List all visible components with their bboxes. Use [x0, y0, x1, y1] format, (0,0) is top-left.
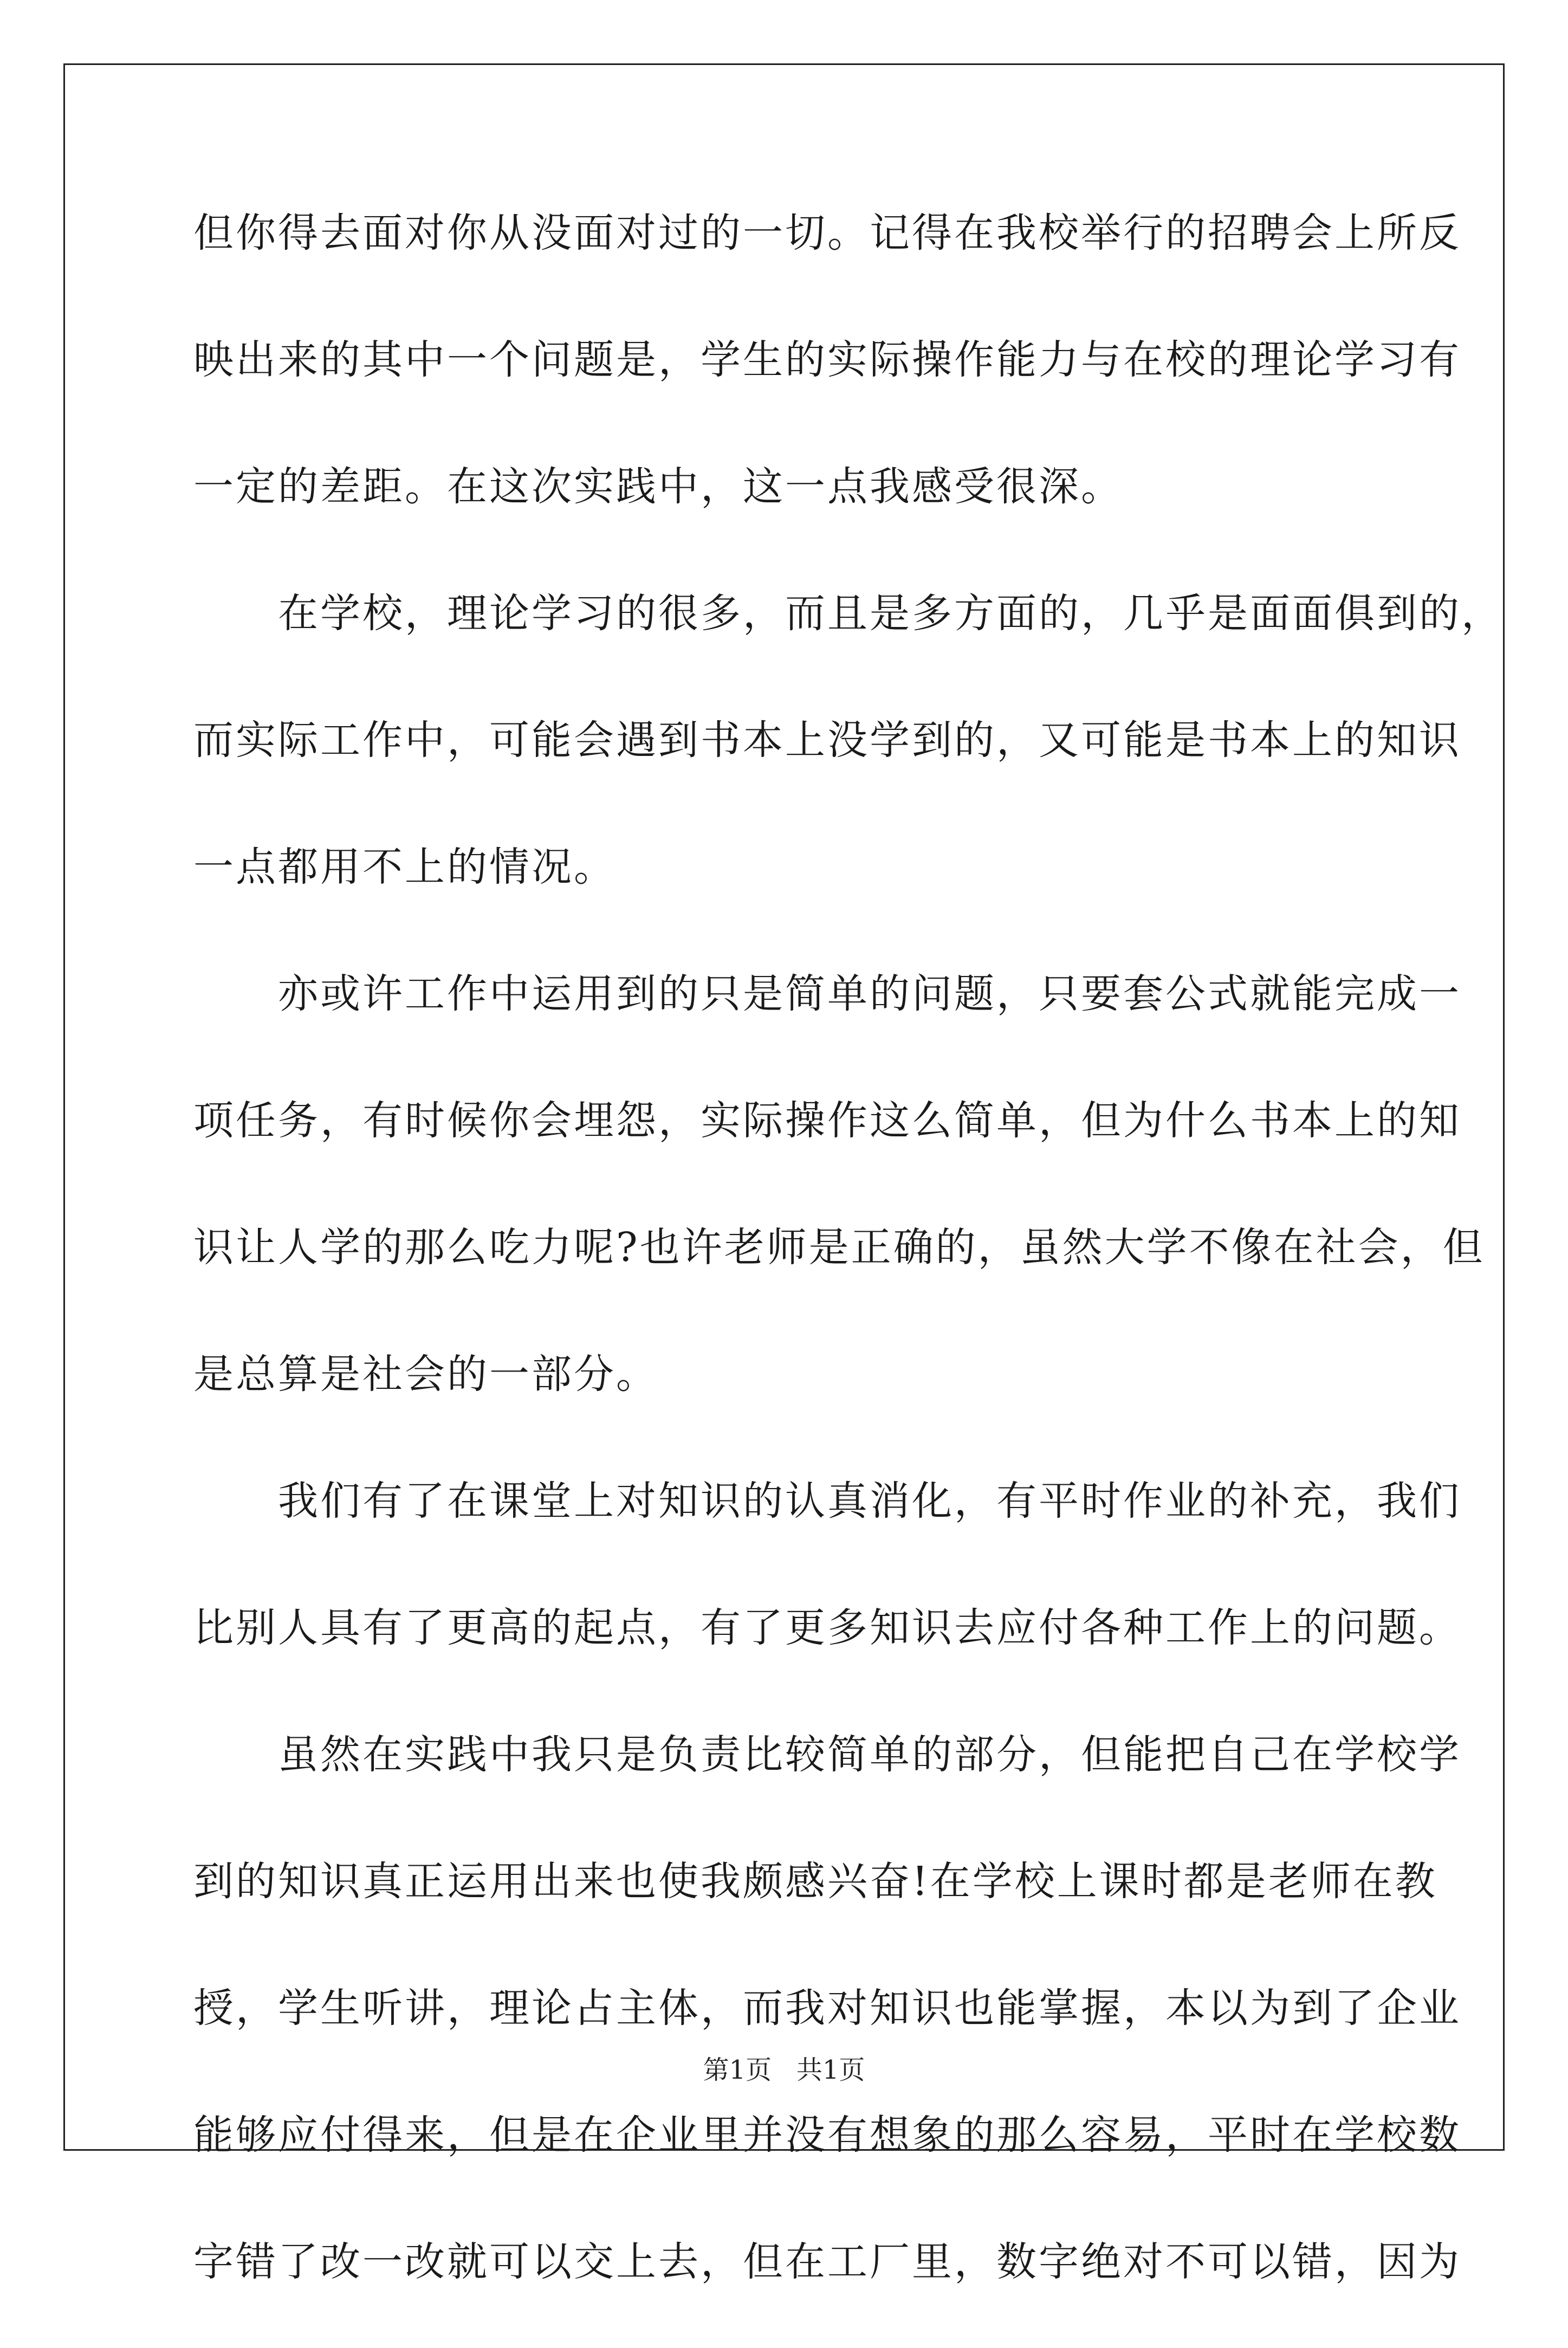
text-line: 是总算是社会的一部分。	[193, 1351, 658, 1398]
text-line: 映出来的其中一个问题是，学生的实际操作能力与在校的理论学习有	[193, 337, 1461, 383]
text-line: 能够应付得来，但是在企业里并没有想象的那么容易，平时在学校数	[193, 2112, 1461, 2158]
text-line: 项任务，有时候你会埋怨，实际操作这么简单，但为什么书本上的知	[193, 1097, 1461, 1144]
text-line: 一定的差距。在这次实践中，这一点我感受很深。	[193, 463, 1123, 510]
text-line: 一点都用不上的情况。	[193, 844, 616, 890]
text-line: 虽然在实践中我只是负责比较简单的部分，但能把自己在学校学	[193, 1731, 1461, 1778]
text-line: 比别人具有了更高的起点，有了更多知识去应付各种工作上的问题。	[193, 1605, 1461, 1651]
text-line: 亦或许工作中运用到的只是简单的问题，只要套公式就能完成一	[193, 971, 1461, 1017]
text-line: 而实际工作中，可能会遇到书本上没学到的，又可能是书本上的知识	[193, 717, 1461, 764]
text-line: 字错了改一改就可以交上去，但在工厂里，数字绝对不可以错，因为	[193, 2239, 1461, 2285]
page-footer	[0, 2054, 1568, 2086]
text-line: 到的知识真正运用出来也使我颇感兴奋!在学校上课时都是老师在教	[193, 1858, 1437, 1905]
text-line: 授，学生听讲，理论占主体，而我对知识也能掌握，本以为到了企业	[193, 1985, 1461, 2032]
text-line: 但你得去面对你从没面对过的一切。记得在我校举行的招聘会上所反	[193, 210, 1461, 256]
page-number: 第1页	[703, 2055, 772, 2085]
page-total: 共1页	[796, 2055, 865, 2085]
text-line: 识让人学的那么吃力呢?也许老师是正确的，虽然大学不像在社会，但	[193, 1224, 1485, 1271]
text-line: 我们有了在课堂上对知识的认真消化，有平时作业的补充，我们	[193, 1478, 1461, 1524]
text-line: 在学校，理论学习的很多，而且是多方面的，几乎是面面俱到的，	[193, 590, 1504, 637]
document-body	[193, 192, 1504, 2348]
